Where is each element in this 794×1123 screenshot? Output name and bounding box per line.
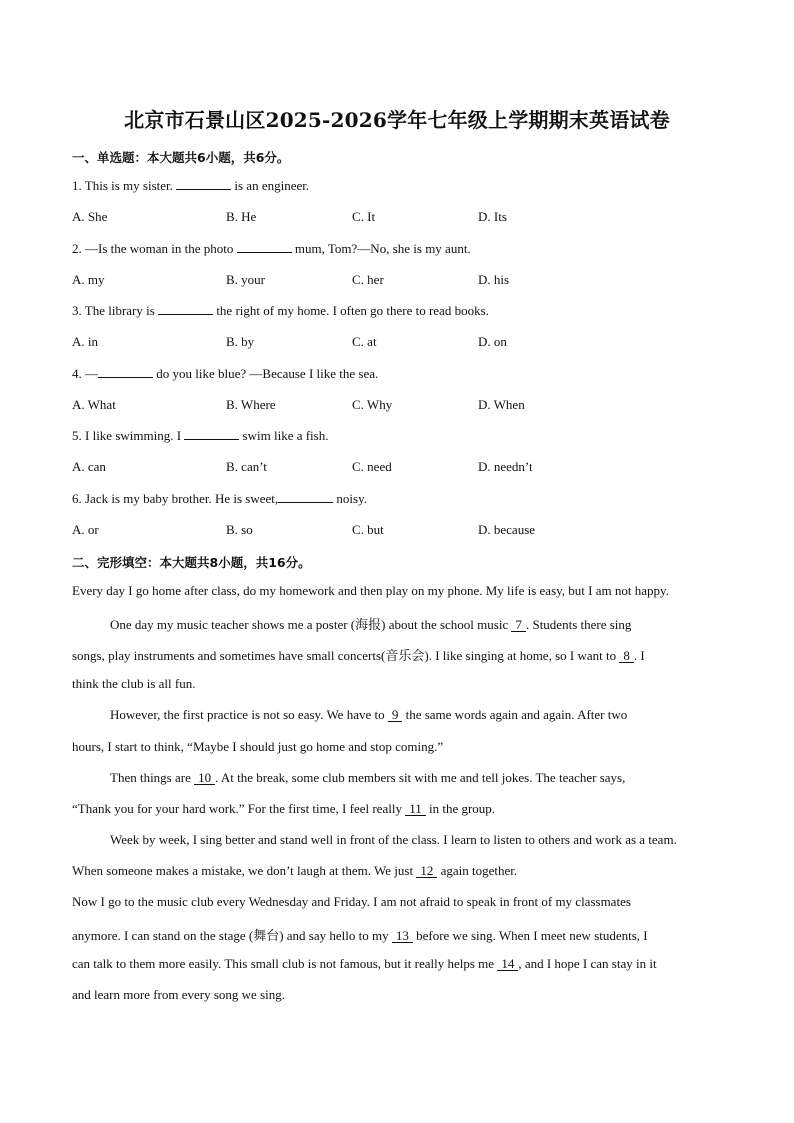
question-text: 4. — bbox=[72, 365, 98, 381]
passage-text: think the club is all fun. bbox=[72, 676, 196, 692]
answer-option: A. What bbox=[72, 396, 116, 412]
question-stem bbox=[72, 177, 309, 194]
answer-option: C. at bbox=[352, 334, 377, 349]
passage-text: . At the break, some club members sit with me and tell jokes. The teacher says, bbox=[215, 769, 626, 785]
passage-text: can talk to them more easily. This small club is not famous, but it really helps me bbox=[72, 956, 498, 972]
passage-line bbox=[72, 863, 724, 879]
passage-text: , and I hope I can stay in it bbox=[518, 956, 657, 972]
exam-title: 北京市石景山区2025-2026学年七年级上学期期末英语试卷 bbox=[124, 108, 670, 132]
passage-text: in the group. bbox=[425, 800, 496, 816]
passage-text: Week by week, I sing better and stand well in front of the class. I learn to listen to others and work as a team. bbox=[110, 831, 677, 847]
answer-option: D. his bbox=[478, 271, 510, 287]
answer-option: D. needn’t bbox=[478, 459, 533, 474]
passage-text: and learn more from every song we sing. bbox=[72, 987, 285, 1003]
answer-option: B. your bbox=[226, 271, 265, 287]
question-text: noisy. bbox=[333, 490, 367, 506]
cloze-blank: 9 bbox=[388, 708, 403, 722]
question-text: 5. I like swimming. I bbox=[72, 428, 185, 443]
answer-option: D. because bbox=[478, 521, 536, 537]
cloze-blank: 10 bbox=[194, 771, 215, 785]
cloze-blank: 13 bbox=[392, 929, 413, 943]
question-stem bbox=[72, 490, 367, 507]
answer-blank bbox=[278, 490, 333, 503]
answer-blank bbox=[158, 302, 213, 315]
passage-line bbox=[72, 894, 724, 910]
passage-line bbox=[72, 676, 724, 692]
question-text: mum, Tom?—No, she is my aunt. bbox=[291, 240, 471, 256]
passage-line bbox=[72, 925, 724, 944]
passage-text: the same words again and again. After two bbox=[402, 707, 628, 723]
passage-line bbox=[72, 739, 724, 755]
answer-blank bbox=[237, 240, 292, 253]
section-heading-single-choice: 一、单选题：本大题共6小题，共6分。 bbox=[72, 150, 290, 165]
question-stem bbox=[72, 365, 378, 382]
cloze-blank: 14 bbox=[497, 957, 518, 971]
answer-option: C. Why bbox=[352, 396, 393, 412]
passage-text: hours, I start to think, “Maybe I should just go home and stop coming.” bbox=[72, 738, 444, 754]
question-stem bbox=[72, 240, 471, 257]
passage-line bbox=[72, 956, 724, 972]
answer-option: B. by bbox=[226, 334, 255, 349]
cloze-blank: 12 bbox=[416, 864, 437, 878]
answer-option: A. She bbox=[72, 209, 108, 224]
answer-option: B. Where bbox=[226, 396, 276, 412]
answer-option: B. can’t bbox=[226, 459, 267, 474]
answer-option: C. but bbox=[352, 521, 384, 537]
passage-line bbox=[72, 770, 762, 786]
answer-option: C. her bbox=[352, 271, 384, 287]
question-stem bbox=[72, 427, 328, 444]
passage-line bbox=[72, 832, 762, 848]
answer-option: A. can bbox=[72, 459, 106, 474]
passage-text: . I bbox=[633, 648, 645, 664]
question-text: 2. —Is the woman in the photo bbox=[72, 240, 237, 256]
passage-text: songs, play instruments and sometimes have small concerts(音乐会). I like singing at home, so I want to bbox=[72, 648, 620, 664]
answer-blank bbox=[98, 365, 153, 378]
answer-blank bbox=[184, 427, 239, 440]
question-text: 3. The library is bbox=[72, 303, 159, 318]
passage-text: When someone makes a mistake, we don’t laugh at them. We just bbox=[72, 862, 417, 878]
question-stem bbox=[72, 302, 489, 319]
passage-line bbox=[72, 987, 724, 1003]
question-text: the right of my home. I often go there to read books. bbox=[213, 303, 489, 318]
cloze-blank: 7 bbox=[511, 618, 526, 632]
question-text: 6. Jack is my baby brother. He is sweet, bbox=[72, 490, 279, 506]
passage-text: before we sing. When I meet new students, I bbox=[412, 928, 648, 944]
passage-text: Now I go to the music club every Wednesday and Friday. I am not afraid to speak in front of my classmates bbox=[72, 894, 631, 909]
section-heading-cloze: 二、完形填空：本大题共8小题，共16分。 bbox=[72, 555, 311, 570]
question-text: swim like a fish. bbox=[239, 428, 329, 443]
passage-text: . Students there sing bbox=[525, 617, 632, 633]
passage-line bbox=[72, 801, 724, 817]
answer-option: B. He bbox=[226, 209, 257, 224]
answer-option: D. on bbox=[478, 334, 507, 349]
passage-line bbox=[72, 707, 762, 723]
question-text: do you like blue? —Because I like the sea. bbox=[153, 365, 379, 381]
question-text: is an engineer. bbox=[231, 178, 310, 193]
passage-text: Every day I go home after class, do my homework and then play on my phone. My life is easy, but I am not happy. bbox=[72, 583, 669, 598]
passage-text: again together. bbox=[437, 862, 518, 878]
cloze-blank: 8 bbox=[619, 649, 634, 663]
passage-text: anymore. I can stand on the stage (舞台) and say hello to my bbox=[72, 928, 392, 944]
cloze-blank: 11 bbox=[405, 802, 426, 816]
question-text: 1. This is my sister. bbox=[72, 178, 177, 193]
passage-text: Then things are bbox=[110, 769, 195, 785]
answer-option: A. in bbox=[72, 334, 98, 349]
passage-text: “Thank you for your hard work.” For the first time, I feel really bbox=[72, 800, 406, 816]
answer-option: A. my bbox=[72, 271, 105, 287]
answer-option: C. It bbox=[352, 209, 376, 224]
passage-text: One day my music teacher shows me a poster (海报) about the school music bbox=[110, 617, 512, 633]
passage-line bbox=[72, 645, 724, 664]
answer-option: D. When bbox=[478, 396, 525, 412]
answer-option: D. Its bbox=[478, 209, 507, 224]
passage-line bbox=[72, 583, 724, 599]
answer-option: C. need bbox=[352, 459, 392, 474]
answer-option: A. or bbox=[72, 521, 99, 537]
answer-blank bbox=[176, 177, 231, 190]
passage-line bbox=[72, 614, 762, 633]
passage-text: However, the first practice is not so easy. We have to bbox=[110, 707, 388, 723]
answer-option: B. so bbox=[226, 521, 253, 537]
